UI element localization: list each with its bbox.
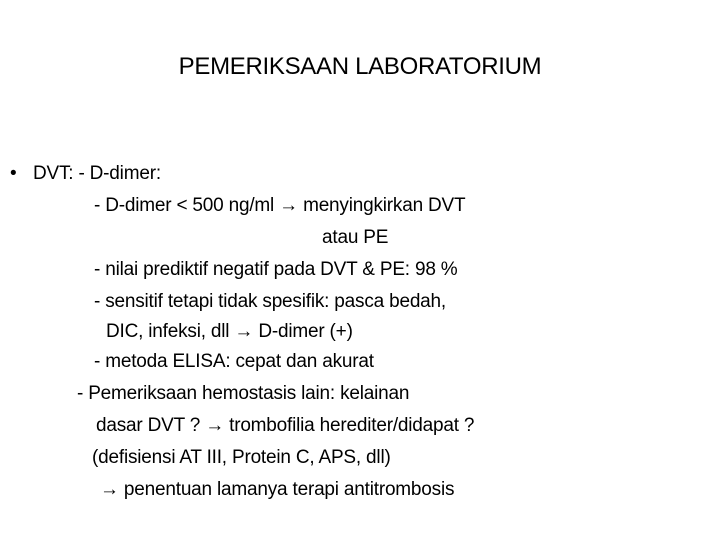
- thrombophilia-text: trombofilia herediter/didapat ?: [229, 415, 475, 436]
- d-dimer-threshold-text: - D-dimer < 500 ng/ml: [94, 195, 275, 216]
- arrow-right-icon: →: [279, 195, 298, 216]
- d-dimer-positive-text: D-dimer (+): [258, 321, 353, 342]
- slide-title: PEMERIKSAAN LABORATORIUM: [178, 53, 542, 80]
- negative-predictive-value-line: - nilai prediktif negatif pada DVT & PE: 98 %: [94, 259, 458, 280]
- therapy-duration-line: [100, 478, 454, 502]
- dvt-basis-line: [96, 414, 474, 438]
- sensitivity-continuation-text: DIC, infeksi, dll: [106, 321, 230, 342]
- dvt-heading: DVT: - D-dimer:: [33, 163, 161, 184]
- elisa-method-line: - metoda ELISA: cepat dan akurat: [94, 351, 374, 372]
- therapy-duration-text: penentuan lamanya terapi antitrombosis: [123, 479, 455, 500]
- arrow-right-icon: →: [100, 479, 119, 500]
- d-dimer-threshold-line: [94, 194, 465, 218]
- arrow-right-icon: →: [205, 415, 225, 436]
- bullet-icon: •: [10, 163, 17, 184]
- deficiency-list-line: (defisiensi AT III, Protein C, APS, dll): [92, 447, 391, 468]
- arrow-right-icon: →: [234, 321, 254, 342]
- hemostasis-exam-line: - Pemeriksaan hemostasis lain: kelainan: [77, 383, 410, 404]
- d-dimer-threshold-result: menyingkirkan DVT: [303, 195, 466, 216]
- d-dimer-threshold-continuation: atau PE: [322, 227, 389, 248]
- dvt-basis-text: dasar DVT ?: [96, 415, 201, 436]
- sensitivity-continuation-line: [106, 320, 353, 344]
- sensitivity-line: - sensitif tetapi tidak spesifik: pasca bedah,: [94, 291, 446, 312]
